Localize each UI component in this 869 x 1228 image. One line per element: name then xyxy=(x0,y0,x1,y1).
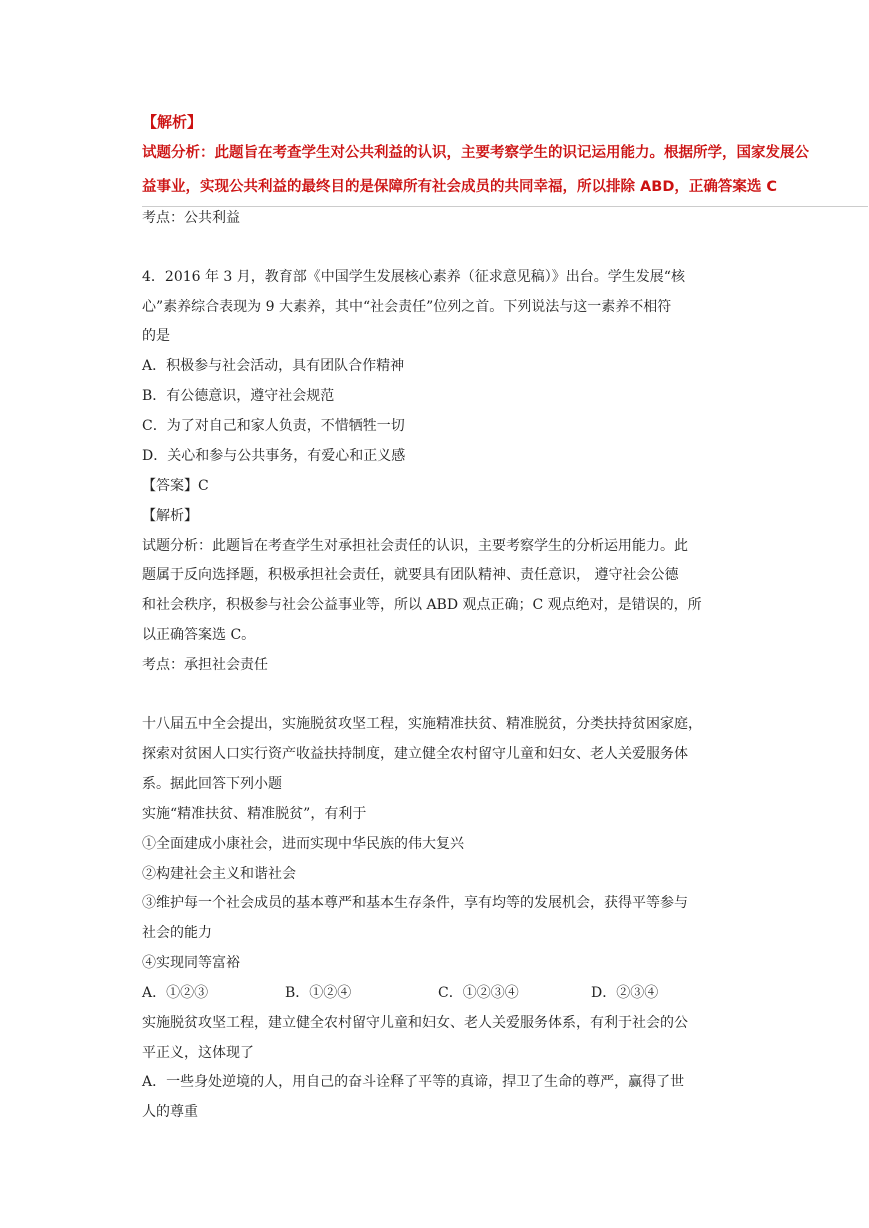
sub-question-stem: 实施“精准扶贫、精准脱贫”，有利于 xyxy=(142,806,367,822)
numbered-item: ④实现同等富裕 xyxy=(142,955,240,971)
material-line: 探索对贫困人口实行资产收益扶持制度，建立健全农村留守儿童和妇女、老人关爱服务体 xyxy=(142,746,688,762)
analysis-text-line: 和社会秩序，积极参与社会公益事业等，所以 ABD 观点正确；C 观点绝对，是错误的，所 xyxy=(142,597,702,613)
option-c: C．①②③④ xyxy=(438,985,519,1001)
question-stem-line: 的是 xyxy=(142,328,170,344)
option-a: A．①②③ xyxy=(142,985,209,1001)
analysis-text-line: 试题分析：此题旨在考查学生对承担社会责任的认识，主要考察学生的分析运用能力。此 xyxy=(142,538,688,554)
numbered-item: ③维护每一个社会成员的基本尊严和基本生存条件，享有均等的发展机会，获得平等参与 xyxy=(142,895,688,911)
question-stem-line: 心”素养综合表现为 9 大素养，其中“社会责任”位列之首。下列说法与这一素养不相符 xyxy=(142,299,672,315)
option-d: D．②③④ xyxy=(591,985,659,1001)
previous-analysis-block xyxy=(142,110,868,204)
option-c: C．为了对自己和家人负责，不惜牺牲一切 xyxy=(142,418,405,434)
sub-question-stem: 实施脱贫攻坚工程，建立健全农村留守儿童和妇女、老人关爱服务体系，有利于社会的公 xyxy=(142,1015,688,1031)
material-line: 系。据此回答下列小题 xyxy=(142,776,282,792)
material-line: 十八届五中全会提出，实施脱贫攻坚工程，实施精准扶贫、精准脱贫，分类扶持贫困家庭， xyxy=(142,716,702,732)
option-b: B．有公德意识，遵守社会规范 xyxy=(142,388,335,404)
analysis-text-line: 试题分析：此题旨在考查学生对公共利益的认识，主要考察学生的识记运用能力。根据所学，国家发展公 xyxy=(142,145,809,161)
analysis-text-line: 题属于反向选择题，积极承担社会责任，就要具有团队精神、责任意识， 遵守社会公德 xyxy=(142,567,679,583)
answer-line: 【答案】C xyxy=(142,478,209,494)
option-a-continued: 人的尊重 xyxy=(142,1104,198,1120)
kaodian-line: 考点：公共利益 xyxy=(142,210,240,226)
analysis-heading: 【解析】 xyxy=(142,113,203,131)
option-b: B．①②④ xyxy=(285,985,352,1001)
analysis-text-line: 以正确答案选 C。 xyxy=(142,627,256,643)
analysis-heading: 【解析】 xyxy=(142,508,198,524)
options-row xyxy=(142,983,658,1003)
option-a: A．积极参与社会活动，具有团队合作精神 xyxy=(142,358,405,374)
kaodian-line: 考点：承担社会责任 xyxy=(142,657,268,673)
option-d: D．关心和参与公共事务，有爱心和正义感 xyxy=(142,448,406,464)
divider xyxy=(142,206,868,207)
numbered-item: ①全面建成小康社会，进而实现中华民族的伟大复兴 xyxy=(142,836,464,852)
numbered-item: 社会的能力 xyxy=(142,925,212,941)
option-a: A．一些身处逆境的人，用自己的奋斗诠释了平等的真谛，捍卫了生命的尊严，赢得了世 xyxy=(142,1074,685,1090)
sub-question-stem: 平正义，这体现了 xyxy=(142,1045,254,1061)
question-stem-line: 4．2016 年 3 月，教育部《中国学生发展核心素养（征求意见稿）》出台。学生发展“核 xyxy=(142,269,685,285)
analysis-text-line: 益事业，实现公共利益的最终目的是保障所有社会成员的共同幸福，所以排除 ABD，正确答案选 C xyxy=(142,179,778,195)
numbered-item: ②构建社会主义和谐社会 xyxy=(142,866,296,882)
